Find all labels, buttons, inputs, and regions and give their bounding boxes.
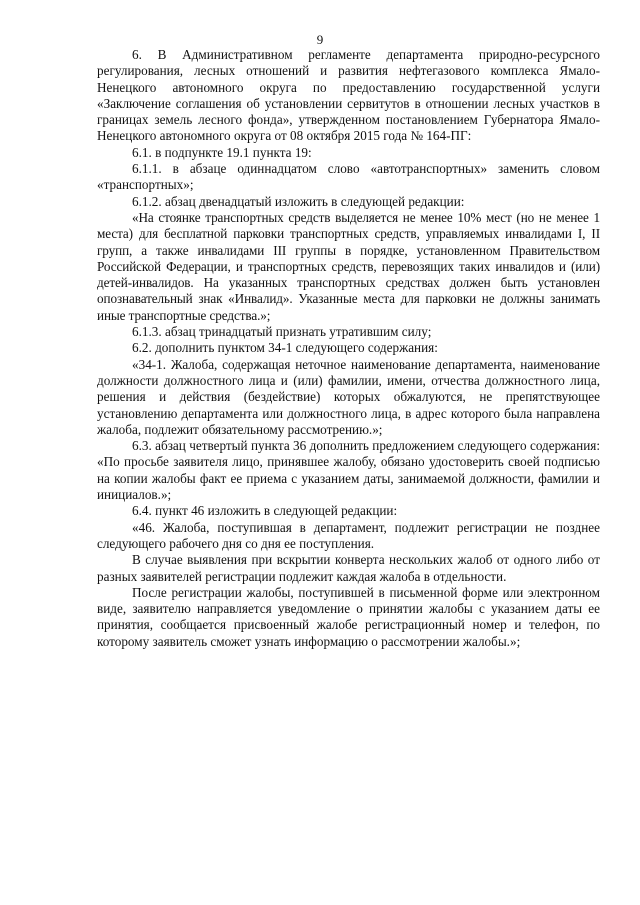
paragraph-envelope-text: В случае выявления при вскрытии конверта нескольких жалоб от одного либо от разных заявителей регистрации подлежит каждая жалоба в отдельности. <box>97 552 600 584</box>
paragraph-registration-text: После регистрации жалобы, поступившей в письменной форме или электронном виде, заявителю направляется уведомление о принятии жалобы с указанием даты ее принятия, сообщается присвоенный жалобе регистрационный номер и телефон, по которому заявитель сможет узнать информацию о рассмотрении жалобы.»; <box>97 584 600 649</box>
paragraph-subitem-6-4: 6.4. пункт 46 изложить в следующей редакции: <box>132 503 398 519</box>
paragraph-subitem-6-3: 6.3. абзац четвертый пункта 36 дополнить предложением следующего содержания: «По просьбе заявителя лицо, принявшее жалобу, обязано удостоверить своей подписью на копии жалобы факт ее приема с указанием даты, занимаемой должности, фамилии и инициалов.»; <box>97 438 600 503</box>
paragraph-subitem-6-1: 6.1. в подпункте 19.1 пункта 19: <box>132 144 312 160</box>
paragraph-item-34-1-text: «34-1. Жалоба, содержащая неточное наименование департамента, наименование должности должностного лица и (или) фамилии, имени, отчества должностного лица, решения и действия (бездействие) которых обжалуются, не препятствующее установлению департамента или должностного лица, в адрес которого была направлена жалоба, подлежит обязательному рассмотрению.»; <box>97 356 600 437</box>
paragraph-subitem-6-1-3: 6.1.3. абзац тринадцатый признать утратившим силу; <box>132 324 432 340</box>
paragraph-parking-text: «На стоянке транспортных средств выделяется не менее 10% мест (но не менее 1 места) для бесплатной парковки транспортных средств, управляемых инвалидами I, II групп, а также инвалидами III группы в порядке, установленном Правительством Российской Федерации, и транспортных средств, перевозящих таких инвалидов и (или) детей-инвалидов. На указанных транспортных средствах должен быть установлен опознавательный знак «Инвалид». Указанные места для парковки не должны занимать иные транспортные средства.»; <box>97 209 600 323</box>
paragraph-subitem-6-2: 6.2. дополнить пунктом 34-1 следующего содержания: <box>132 340 438 356</box>
paragraph-subitem-6-1-2: 6.1.2. абзац двенадцатый изложить в следующей редакции: <box>132 193 465 209</box>
page-number: 9 <box>316 32 324 47</box>
paragraph-item-6: 6. В Административном регламенте департамента природно-ресурсного регулирования, лесных отношений и развития нефтегазового комплекса Ямало-Ненецкого автономного округа по предоставлению государственной услуги «Заключение соглашения об установлении сервитутов в отношении лесных участков в границах земель лесного фонда», утвержденном постановлением Губернатора Ямало-Ненецкого автономного округа от 08 октября 2015 года № 164-ПГ: <box>97 47 600 144</box>
paragraph-item-46-text: «46. Жалоба, поступившая в департамент, подлежит регистрации не позднее следующего рабочего дня со дня ее поступления. <box>97 519 600 551</box>
paragraph-subitem-6-1-1: 6.1.1. в абзаце одиннадцатом слово «автотранспортных» заменить словом «транспортных»; <box>97 161 600 193</box>
document-body <box>97 47 600 650</box>
